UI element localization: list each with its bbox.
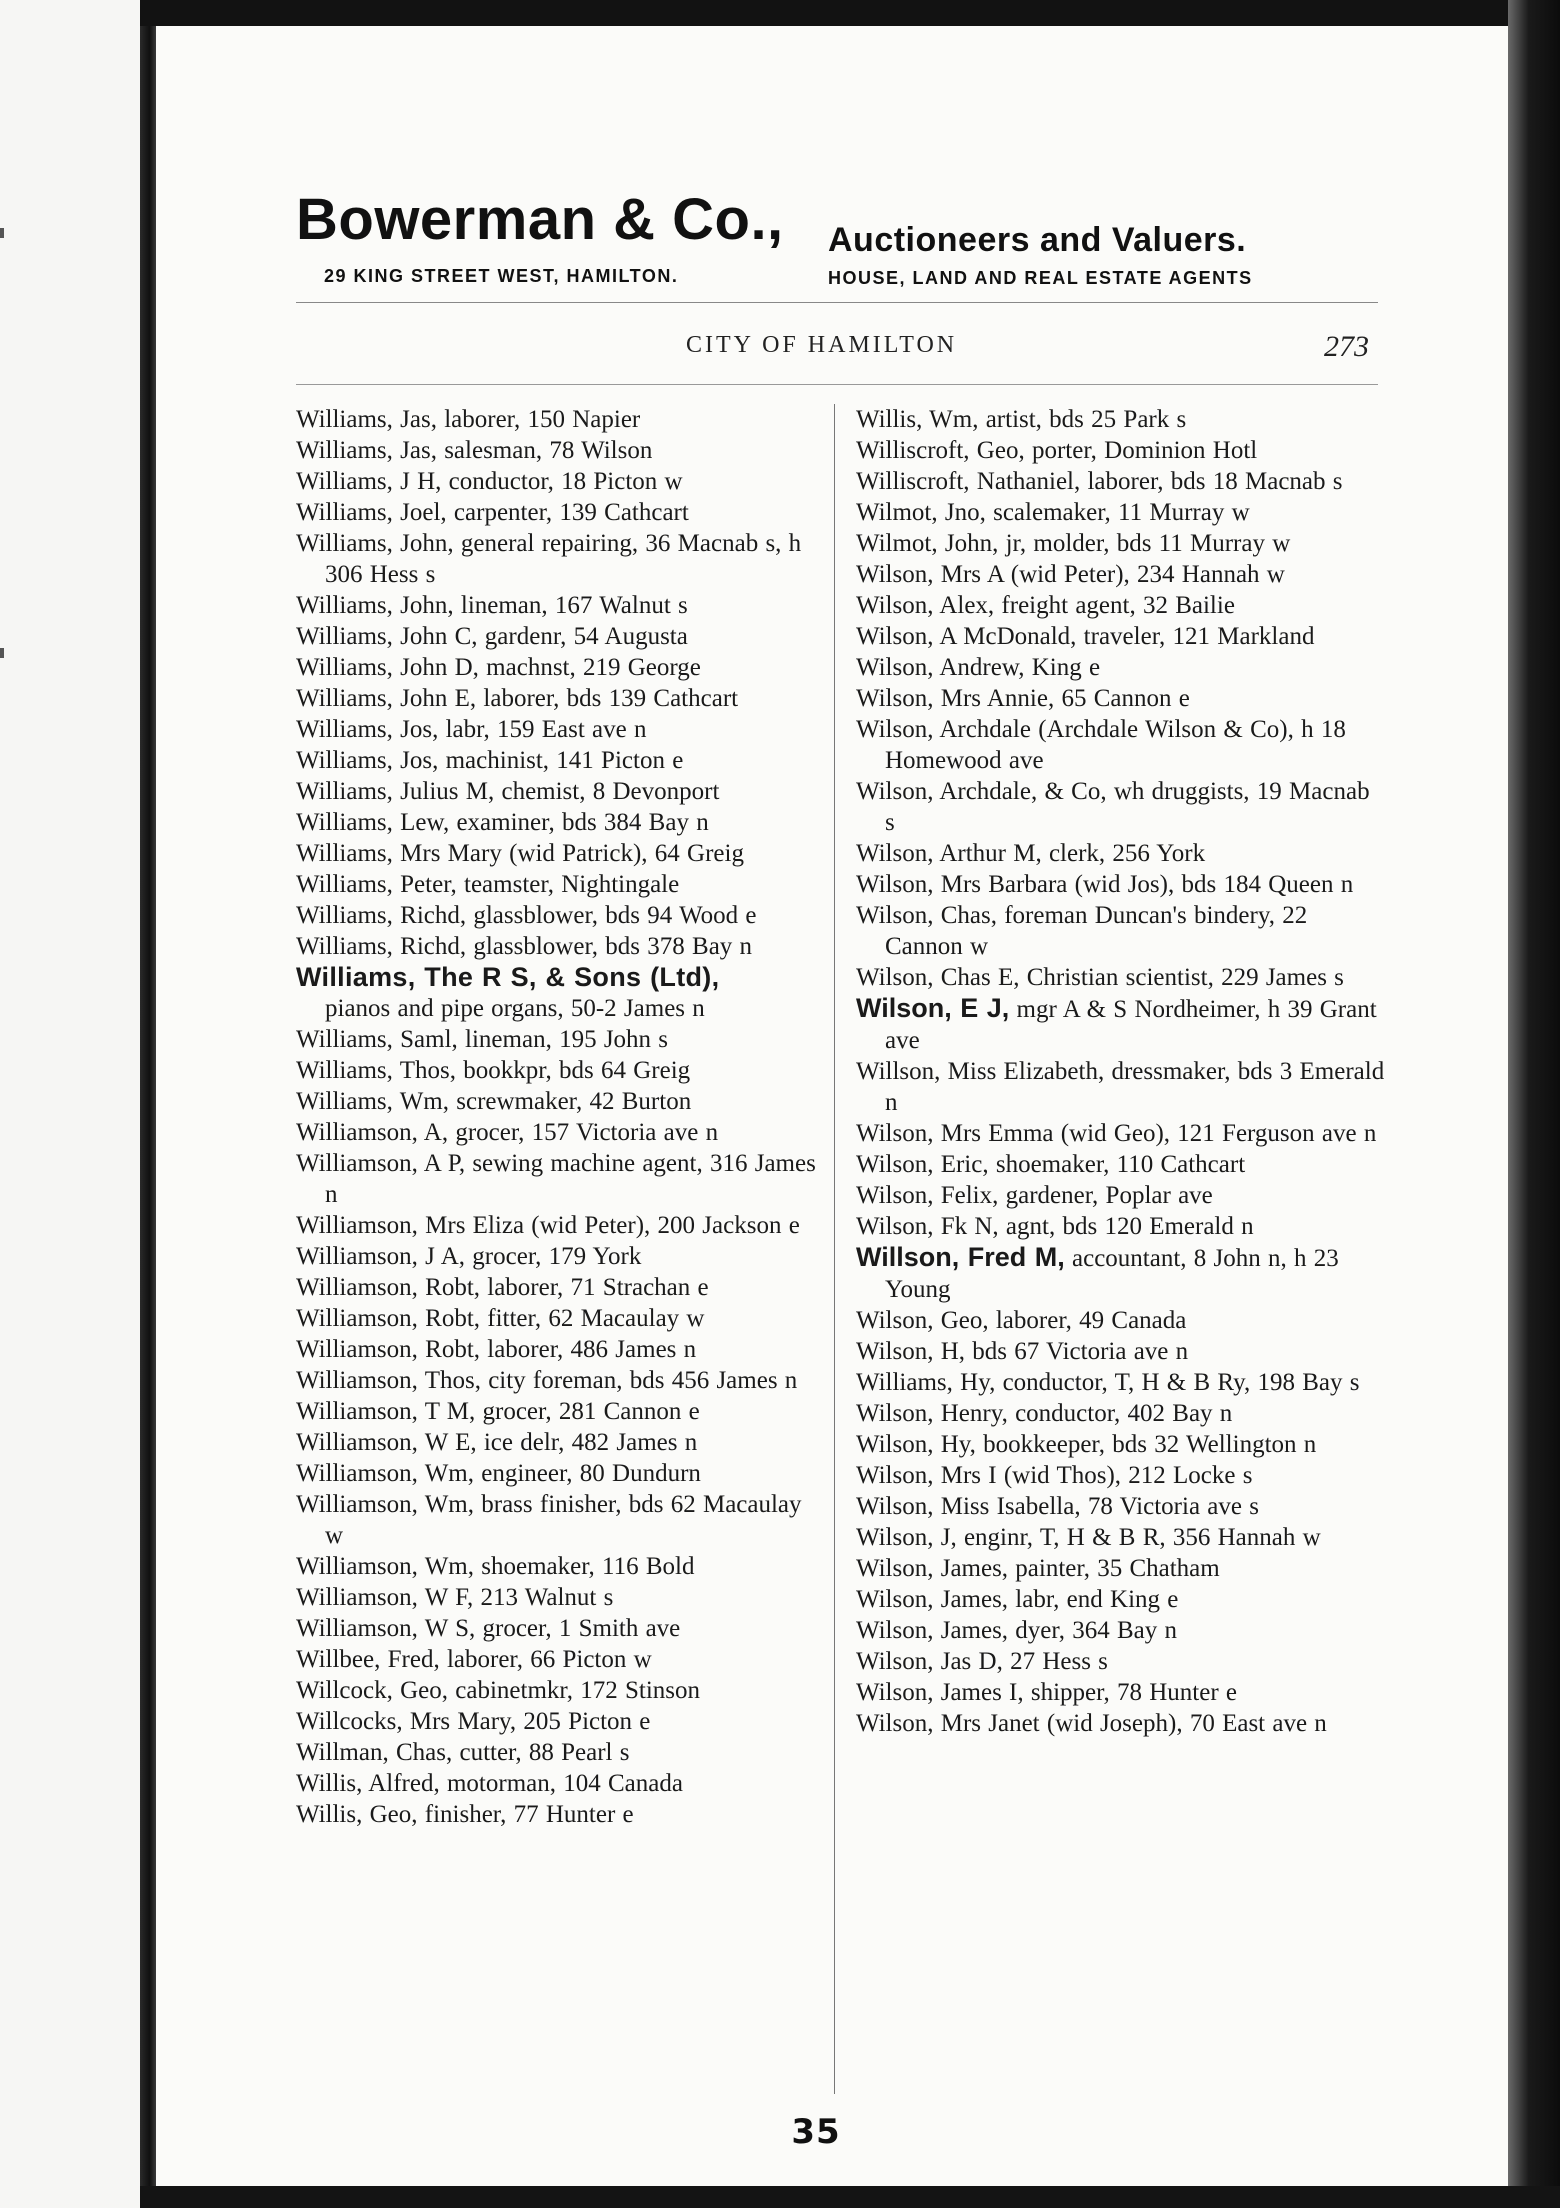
directory-entry: Wilson, Mrs Barbara (wid Jos), bds 184 Queen n xyxy=(856,871,1354,898)
directory-entry: Williams, Wm, screwmaker, 42 Burton xyxy=(296,1088,692,1115)
entry-name-bold: Wilson, E J, xyxy=(856,993,1010,1023)
directory-entry xyxy=(856,1242,1386,1305)
directory-entry: Williams, Saml, lineman, 195 John s xyxy=(296,1026,669,1053)
scan-bottom-edge xyxy=(140,2186,1560,2208)
directory-entry: Williams, John, general repairing, 36 Macnab s, h 306 Hess s xyxy=(296,530,802,588)
directory-entry: Williams, Jos, labr, 159 East ave n xyxy=(296,716,647,743)
city-heading: CITY OF HAMILTON xyxy=(686,332,958,358)
facing-page-margin xyxy=(0,0,142,2208)
directory-entry: Wilson, J, enginr, T, H & B R, 356 Hannah w xyxy=(856,1524,1321,1551)
entry-details: accountant, 8 John n, h 23 Young xyxy=(885,1245,1339,1303)
entry-name-bold: Willson, Fred M, xyxy=(856,1242,1065,1272)
directory-entry: Willcock, Geo, cabinetmkr, 172 Stinson xyxy=(296,1677,700,1704)
directory-entry: Wilson, James I, shipper, 78 Hunter e xyxy=(856,1679,1237,1706)
directory-entry: Wilson, Archdale (Archdale Wilson & Co), h 18 Homewood ave xyxy=(856,716,1346,774)
directory-entry: Wilson, Andrew, King e xyxy=(856,654,1101,681)
directory-entry: Wilson, Mrs A (wid Peter), 234 Hannah w xyxy=(856,561,1285,588)
directory-entry xyxy=(856,993,1386,1056)
directory-entry: Williams, J H, conductor, 18 Picton w xyxy=(296,468,683,495)
directory-entry: Wilmot, John, jr, molder, bds 11 Murray w xyxy=(856,530,1291,557)
entry-details: mgr A & S Nordheimer, h 39 Grant ave xyxy=(885,996,1377,1054)
directory-entry: Williams, Joel, carpenter, 139 Cathcart xyxy=(296,499,689,526)
directory-entry: Williams, Mrs Mary (wid Patrick), 64 Greig xyxy=(296,840,744,867)
directory-entry: Wilson, H, bds 67 Victoria ave n xyxy=(856,1338,1189,1365)
directory-entry: Williamson, A P, sewing machine agent, 316 James n xyxy=(296,1150,816,1208)
directory-entry: Wilson, James, painter, 35 Chatham xyxy=(856,1555,1220,1582)
directory-entry: Wilson, Miss Isabella, 78 Victoria ave s xyxy=(856,1493,1259,1520)
directory-entry: Williams, Thos, bookkpr, bds 64 Greig xyxy=(296,1057,691,1084)
directory-entry: Willcocks, Mrs Mary, 205 Picton e xyxy=(296,1708,651,1735)
directory-entry: Williams, Jas, laborer, 150 Napier xyxy=(296,406,641,433)
directory-entry: Willman, Chas, cutter, 88 Pearl s xyxy=(296,1739,630,1766)
scan-right-edge xyxy=(1508,0,1560,2208)
scan-top-edge xyxy=(140,0,1560,26)
directory-entry: Wilson, Mrs Janet (wid Joseph), 70 East ave n xyxy=(856,1710,1327,1737)
directory-entry: Williams, John C, gardenr, 54 Augusta xyxy=(296,623,688,650)
directory-entry: Williams, Jas, salesman, 78 Wilson xyxy=(296,437,653,464)
directory-entry: Wilson, Chas, foreman Duncan's bindery, 22 Cannon w xyxy=(856,902,1308,960)
directory-page xyxy=(156,26,1508,2186)
directory-entry: pianos and pipe organs, 50-2 James n xyxy=(325,995,705,1022)
directory-entry: Williams, The R S, & Sons (Ltd), xyxy=(296,962,720,992)
firm-services: HOUSE, LAND AND REAL ESTATE AGENTS xyxy=(828,268,1253,288)
directory-entry: Wilson, A McDonald, traveler, 121 Markland xyxy=(856,623,1315,650)
directory-entry: Williamson, Wm, brass finisher, bds 62 Macaulay w xyxy=(296,1491,802,1549)
directory-entry: Wilson, Henry, conductor, 402 Bay n xyxy=(856,1400,1233,1427)
directory-entry: Wilson, Geo, laborer, 49 Canada xyxy=(856,1307,1187,1334)
left-column xyxy=(296,404,816,1830)
column-divider xyxy=(834,404,835,2094)
directory-entry: Williams, Jos, machinist, 141 Picton e xyxy=(296,747,684,774)
header-rule xyxy=(296,302,1378,303)
directory-entry: Wilson, Fk N, agnt, bds 120 Emerald n xyxy=(856,1213,1254,1240)
directory-entry: Wilson, Arthur M, clerk, 256 York xyxy=(856,840,1206,867)
signature-mark: 35 xyxy=(791,2112,841,2152)
directory-entry: Williamson, T M, grocer, 281 Cannon e xyxy=(296,1398,700,1425)
directory-entry: Willis, Wm, artist, bds 25 Park s xyxy=(856,406,1187,433)
directory-entry: Wilson, Eric, shoemaker, 110 Cathcart xyxy=(856,1151,1246,1178)
directory-entry: Williamson, Mrs Eliza (wid Peter), 200 Jackson e xyxy=(296,1212,800,1239)
directory-entry: Williamson, J A, grocer, 179 York xyxy=(296,1243,642,1270)
firm-business: Auctioneers and Valuers. xyxy=(828,221,1247,259)
directory-entry: Williamson, W S, grocer, 1 Smith ave xyxy=(296,1615,681,1642)
directory-entry: Williams, John, lineman, 167 Walnut s xyxy=(296,592,688,619)
right-column xyxy=(856,404,1386,1739)
directory-entry: Williams, Peter, teamster, Nightingale xyxy=(296,871,680,898)
facing-page-mark xyxy=(0,648,4,658)
directory-entry: Williscroft, Nathaniel, laborer, bds 18 Macnab s xyxy=(856,468,1343,495)
directory-entry: Williamson, Robt, laborer, 71 Strachan e xyxy=(296,1274,709,1301)
directory-entry: Wilson, Jas D, 27 Hess s xyxy=(856,1648,1108,1675)
directory-entry: Wilson, Mrs I (wid Thos), 212 Locke s xyxy=(856,1462,1253,1489)
directory-entry: Willbee, Fred, laborer, 66 Picton w xyxy=(296,1646,652,1673)
directory-entry: Williams, Hy, conductor, T, H & B Ry, 198 Bay s xyxy=(856,1369,1360,1396)
directory-entry: Williams, Julius M, chemist, 8 Devonport xyxy=(296,778,720,805)
directory-entry: Williamson, Robt, fitter, 62 Macaulay w xyxy=(296,1305,705,1332)
firm-address: 29 KING STREET WEST, HAMILTON. xyxy=(324,266,679,286)
directory-entry: Wilson, James, labr, end King e xyxy=(856,1586,1179,1613)
directory-entry: Willis, Alfred, motorman, 104 Canada xyxy=(296,1770,683,1797)
directory-entry: Wilson, Mrs Annie, 65 Cannon e xyxy=(856,685,1190,712)
directory-entry: Willis, Geo, finisher, 77 Hunter e xyxy=(296,1801,634,1828)
directory-entry: Williams, Richd, glassblower, bds 378 Bay n xyxy=(296,933,753,960)
directory-entry: Wilson, James, dyer, 364 Bay n xyxy=(856,1617,1178,1644)
directory-entry: Williamson, Robt, laborer, 486 James n xyxy=(296,1336,697,1363)
directory-entry: Williamson, A, grocer, 157 Victoria ave n xyxy=(296,1119,719,1146)
directory-entry: Williscroft, Geo, porter, Dominion Hotl xyxy=(856,437,1258,464)
directory-entry: Williams, John E, laborer, bds 139 Cathcart xyxy=(296,685,739,712)
directory-entry: Wilson, Alex, freight agent, 32 Bailie xyxy=(856,592,1235,619)
directory-entry: Wilson, Mrs Emma (wid Geo), 121 Ferguson ave n xyxy=(856,1120,1377,1147)
book-gutter xyxy=(140,0,156,2208)
directory-entry: Williams, Richd, glassblower, bds 94 Wood e xyxy=(296,902,757,929)
directory-entry: Williamson, Thos, city foreman, bds 456 James n xyxy=(296,1367,798,1394)
directory-entry: Williamson, Wm, engineer, 80 Dundurn xyxy=(296,1460,701,1487)
page-number: 273 xyxy=(1324,330,1369,363)
directory-entry: Williamson, W F, 213 Walnut s xyxy=(296,1584,614,1611)
directory-entry: Williamson, Wm, shoemaker, 116 Bold xyxy=(296,1553,695,1580)
directory-entry: Williams, Lew, examiner, bds 384 Bay n xyxy=(296,809,709,836)
firm-name: Bowerman & Co., xyxy=(296,187,784,252)
directory-entry: Wilson, Chas E, Christian scientist, 229 James s xyxy=(856,964,1344,991)
heading-rule xyxy=(296,384,1378,385)
directory-entry: Wilson, Archdale, & Co, wh druggists, 19 Macnab s xyxy=(856,778,1370,836)
facing-page-mark xyxy=(0,228,4,238)
directory-entry: Wilmot, Jno, scalemaker, 11 Murray w xyxy=(856,499,1250,526)
directory-entry: Wilson, Hy, bookkeeper, bds 32 Wellington n xyxy=(856,1431,1317,1458)
directory-entry: Wilson, Felix, gardener, Poplar ave xyxy=(856,1182,1213,1209)
directory-entry: Williamson, W E, ice delr, 482 James n xyxy=(296,1429,698,1456)
directory-entry: Williams, John D, machnst, 219 George xyxy=(296,654,701,681)
directory-entry: Willson, Miss Elizabeth, dressmaker, bds 3 Emerald n xyxy=(856,1058,1385,1116)
